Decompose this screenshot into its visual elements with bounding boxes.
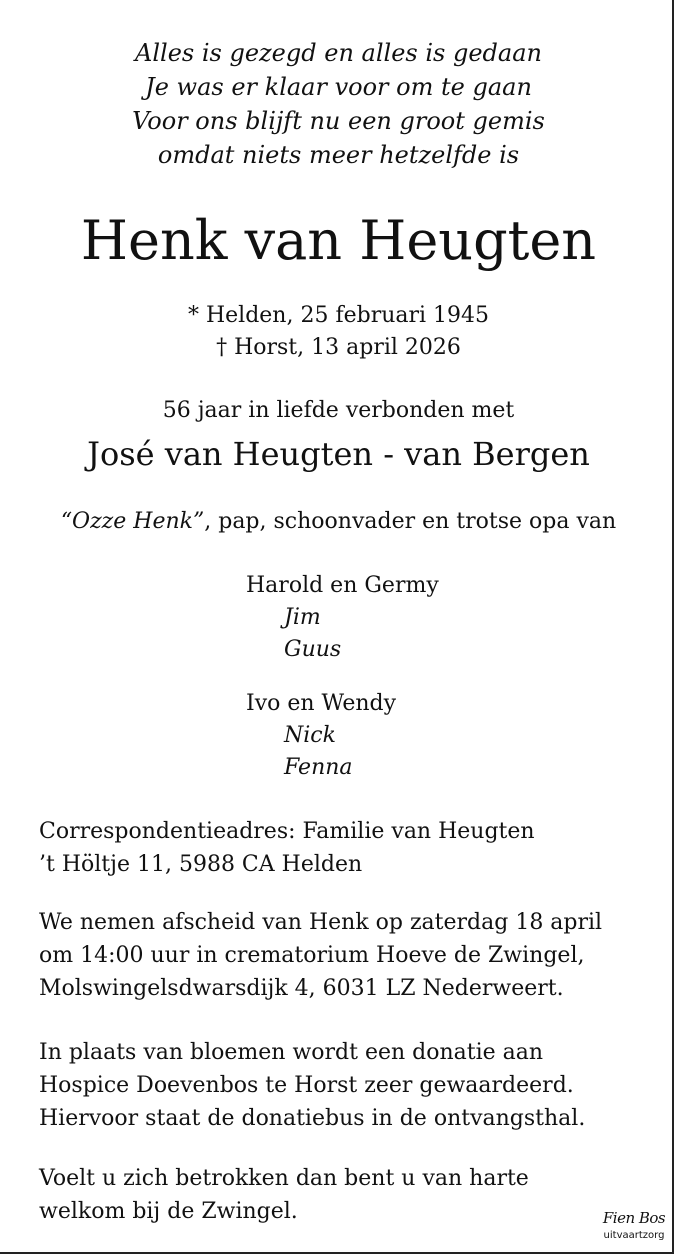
donation-info — [39, 1036, 669, 1135]
family-child: Fenna — [284, 755, 353, 780]
welcome-info — [39, 1162, 669, 1228]
family-child: Guus — [284, 637, 342, 662]
family-group — [246, 570, 439, 666]
family-child: Nick — [284, 723, 336, 748]
family-child: Jim — [284, 605, 321, 630]
spouse-name: José van Heugten - van Bergen — [87, 435, 590, 473]
birth-date: * Helden, 25 februari 1945 — [187, 303, 490, 328]
poem-line: Alles is gezegd en alles is gedaan — [135, 39, 542, 67]
text-line: In plaats van bloemen wordt een donatie aan — [39, 1040, 544, 1065]
marriage-text: 56 jaar in liefde verbonden met — [162, 398, 515, 423]
text-line: Voelt u zich betrokken dan bent u van harte — [39, 1166, 529, 1191]
roles-text: , pap, schoonvader en trotse opa van — [204, 509, 617, 534]
text-line: Hospice Doevenbos te Horst zeer gewaardeerd. — [39, 1073, 574, 1098]
text-line: Molswingelsdwarsdijk 4, 6031 LZ Nederweert. — [39, 976, 564, 1001]
poem-line: Voor ons blijft nu een groot gemis — [132, 107, 545, 135]
poem-line: Je was er klaar voor om te gaan — [145, 73, 532, 101]
farewell-info — [39, 906, 669, 1005]
correspondence-address — [39, 815, 669, 881]
poem-line: omdat niets meer hetzelfde is — [157, 141, 520, 169]
family-group — [246, 688, 396, 784]
poem — [0, 36, 677, 172]
logo-signature: Fien Bos — [602, 1209, 666, 1227]
funeral-home-logo — [598, 1206, 670, 1254]
deceased-name: Henk van Heugten — [80, 209, 597, 272]
text-line: We nemen afscheid van Henk op zaterdag 18 april — [39, 910, 603, 935]
nickname: “Ozze Henk” — [60, 509, 205, 534]
logo-subtitle: uitvaartzorg — [603, 1230, 665, 1241]
text-line: welkom bij de Zwingel. — [39, 1199, 298, 1224]
roles-line — [0, 506, 677, 538]
family-parents: Harold en Germy — [246, 573, 439, 598]
text-line: om 14:00 uur in crematorium Hoeve de Zwingel, — [39, 943, 585, 968]
text-line: Hiervoor staat de donatiebus in de ontvangsthal. — [39, 1106, 586, 1131]
text-line: Correspondentieadres: Familie van Heugten — [39, 819, 535, 844]
family-parents: Ivo en Wendy — [246, 691, 397, 716]
death-date: † Horst, 13 april 2026 — [216, 335, 461, 360]
life-dates — [0, 300, 677, 364]
text-line: ’t Höltje 11, 5988 CA Helden — [39, 852, 363, 877]
